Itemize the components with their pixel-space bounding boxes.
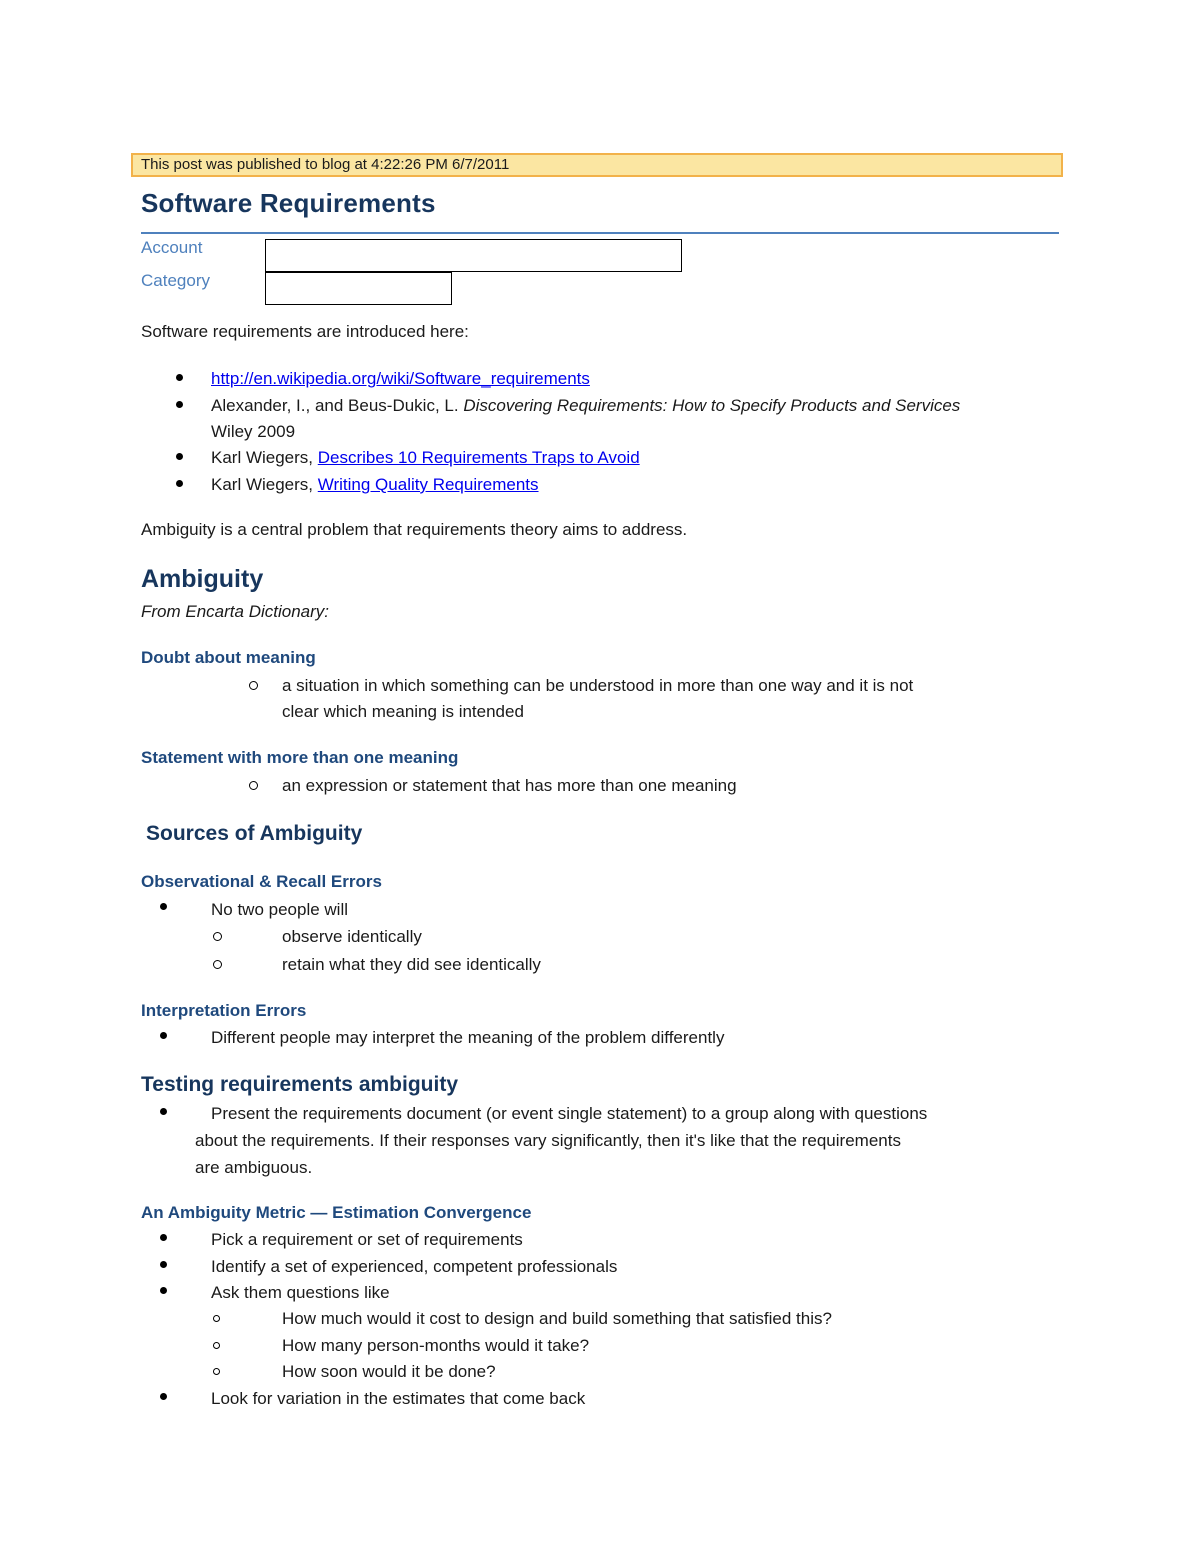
metric-bullet4: Look for variation in the estimates that come back [211,1389,586,1408]
bullet-dot [176,401,183,408]
statement-definition: an expression or statement that has more than one meaning [282,776,737,795]
bullet-dot [160,1234,167,1241]
bullet-dot [160,1108,167,1115]
list-item-alexander [211,393,960,419]
reference-author: Karl Wiegers, [211,475,318,494]
metric-heading: An Ambiguity Metric — Estimation Convergence [141,1203,532,1222]
observational-heading: Observational & Recall Errors [141,872,382,891]
doubt-definition-line2: clear which meaning is intended [282,702,524,721]
account-field[interactable] [265,239,682,272]
metric-bullet1: Pick a requirement or set of requirements [211,1230,523,1249]
publish-banner: This post was published to blog at 4:22:26 PM 6/7/2011 [131,153,1063,177]
metric-sub2: How many person-months would it take? [282,1336,590,1355]
reference-publisher: Wiley 2009 [211,422,296,441]
category-label: Category [141,271,210,290]
metric-bullet3: Ask them questions like [211,1283,390,1302]
quality-link[interactable]: Writing Quality Requirements [317,475,539,494]
ambiguity-heading: Ambiguity [141,565,264,593]
reference-author: Karl Wiegers, [211,448,318,467]
bullet-circle [249,781,258,790]
statement-heading: Statement with more than one meaning [141,748,459,767]
testing-heading: Testing requirements ambiguity [141,1073,458,1096]
doubt-definition-line1: a situation in which something can be understood in more than one way and it is not [282,676,914,695]
bullet-circle [213,1342,220,1349]
intro-text: Software requirements are introduced here: [141,322,469,341]
reference-authors: Alexander, I., and Beus-Dukic, L. [211,396,464,415]
observational-sub1: observe identically [282,927,422,946]
observational-sub2: retain what they did see identically [282,955,541,974]
metric-bullet2: Identify a set of experienced, competent professionals [211,1257,618,1276]
testing-line1: Present the requirements document (or event single statement) to a group along with questions [211,1104,928,1123]
list-item-quality [211,472,539,498]
bullet-dot [176,453,183,460]
title-rule [141,232,1059,234]
bullet-dot [160,903,167,910]
list-item-traps [211,445,640,471]
bullet-circle [213,960,222,969]
doubt-heading: Doubt about meaning [141,648,316,667]
list-item-wikipedia [211,366,590,392]
bullet-dot [160,1261,167,1268]
wikipedia-link[interactable]: http://en.wikipedia.org/wiki/Software_requirements [211,369,590,388]
ambiguity-source: From Encarta Dictionary: [141,602,329,621]
sources-heading: Sources of Ambiguity [146,822,363,845]
bullet-dot [176,374,183,381]
bullet-circle [213,932,222,941]
page-title: Software Requirements [141,188,436,218]
bullet-circle [213,1315,220,1322]
bullet-circle [213,1368,220,1375]
bullet-dot [160,1287,167,1294]
ambiguity-intro-text: Ambiguity is a central problem that requirements theory aims to address. [141,520,688,539]
account-label: Account [141,238,203,257]
testing-line2: about the requirements. If their responses vary significantly, then it's like that the requirements [195,1131,901,1150]
interpretation-bullet: Different people may interpret the meaning of the problem differently [211,1028,725,1047]
reference-book-title: Discovering Requirements: How to Specify Products and Services [463,396,961,415]
testing-line3: are ambiguous. [195,1158,313,1177]
metric-sub3: How soon would it be done? [282,1362,496,1381]
bullet-dot [160,1393,167,1400]
bullet-dot [176,480,183,487]
metric-sub1: How much would it cost to design and build something that satisfied this? [282,1309,832,1328]
category-field[interactable] [265,272,452,305]
observational-bullet: No two people will [211,900,349,919]
interpretation-heading: Interpretation Errors [141,1001,307,1020]
bullet-circle [249,681,258,690]
traps-link[interactable]: Describes 10 Requirements Traps to Avoid [317,448,640,467]
bullet-dot [160,1032,167,1039]
